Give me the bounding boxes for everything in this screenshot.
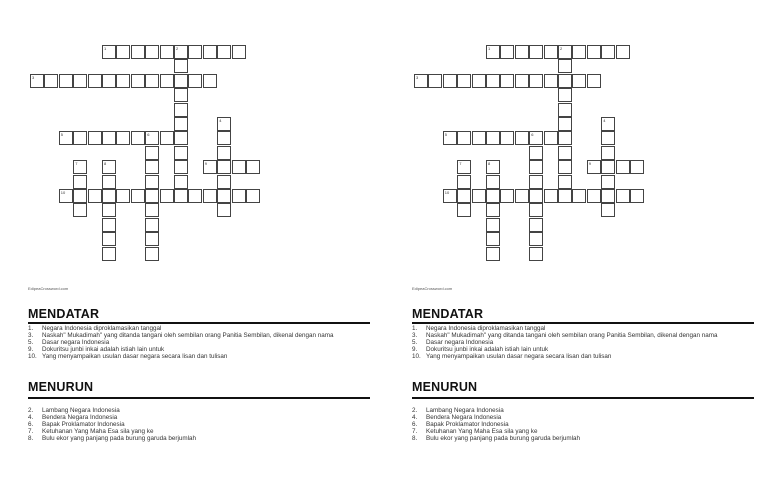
crossword-cell[interactable] xyxy=(188,189,202,203)
crossword-cell[interactable] xyxy=(601,146,615,160)
crossword-cell[interactable] xyxy=(544,189,558,203)
crossword-cell[interactable] xyxy=(88,131,102,145)
clue-text: Naskah" Mukadimah" yang ditanda tangani oleh sembilan orang Panitia Sembilan, dikenal dengan nama xyxy=(426,332,718,339)
mendatar-rule xyxy=(412,322,754,324)
crossword-cell[interactable] xyxy=(572,45,586,59)
cell-number: 5 xyxy=(444,132,448,138)
clue-number: 9. xyxy=(28,346,34,353)
crossword-cell[interactable] xyxy=(544,131,558,145)
crossword-cell[interactable] xyxy=(73,131,87,145)
crossword-cell[interactable] xyxy=(529,189,543,203)
crossword-cell[interactable] xyxy=(102,160,116,174)
crossword-cell[interactable] xyxy=(59,189,73,203)
crossword-cell[interactable] xyxy=(558,45,572,59)
crossword-cell[interactable] xyxy=(529,146,543,160)
crossword-cell[interactable] xyxy=(203,189,217,203)
clue-item xyxy=(412,428,752,435)
crossword-cell[interactable] xyxy=(73,74,87,88)
worksheet-copy-right xyxy=(384,0,768,489)
clue-item xyxy=(412,421,752,428)
clue-text: Bendera Negara Indonesia xyxy=(426,414,502,421)
crossword-cell[interactable] xyxy=(587,45,601,59)
menurun-clue-list xyxy=(412,407,752,442)
crossword-cell[interactable] xyxy=(116,131,130,145)
crossword-cell[interactable] xyxy=(486,189,500,203)
clue-number: 1. xyxy=(412,325,418,332)
clue-text: Ketuhanan Yang Maha Esa sila yang ke xyxy=(42,428,154,435)
crossword-cell[interactable] xyxy=(572,189,586,203)
crossword-cell[interactable] xyxy=(131,45,145,59)
clue-item xyxy=(28,414,368,421)
crossword-cell[interactable] xyxy=(174,117,188,131)
mendatar-rule xyxy=(28,322,370,324)
crossword-cell[interactable] xyxy=(174,45,188,59)
clue-text: Dokuritsu junbi inkai adalah istiah lain untuk xyxy=(426,346,549,353)
crossword-cell[interactable] xyxy=(443,189,457,203)
crossword-cell[interactable] xyxy=(174,131,188,145)
crossword-cell[interactable] xyxy=(145,131,159,145)
crossword-cell[interactable] xyxy=(232,45,246,59)
crossword-cell[interactable] xyxy=(88,189,102,203)
crossword-cell[interactable] xyxy=(174,160,188,174)
cell-number: 7 xyxy=(459,161,462,167)
crossword-cell[interactable] xyxy=(457,203,471,217)
crossword-cell[interactable] xyxy=(443,74,457,88)
crossword-cell[interactable] xyxy=(457,131,471,145)
cell-number: 9 xyxy=(588,161,592,167)
clue-number: 5. xyxy=(412,339,418,346)
crossword-grid xyxy=(0,0,384,300)
crossword-cell[interactable] xyxy=(486,247,500,261)
mendatar-clue-list xyxy=(412,325,752,360)
crossword-cell[interactable] xyxy=(44,74,58,88)
crossword-cell[interactable] xyxy=(145,232,159,246)
clue-text: Dasar negara Indonesia xyxy=(426,339,494,346)
crossword-cell[interactable] xyxy=(217,160,231,174)
crossword-cell[interactable] xyxy=(160,131,174,145)
crossword-cell[interactable] xyxy=(102,189,116,203)
crossword-cell[interactable] xyxy=(601,189,615,203)
crossword-cell[interactable] xyxy=(131,131,145,145)
clue-number: 3. xyxy=(28,332,34,339)
crossword-cell[interactable] xyxy=(630,160,644,174)
crossword-cell[interactable] xyxy=(88,74,102,88)
crossword-cell[interactable] xyxy=(515,45,529,59)
crossword-cell[interactable] xyxy=(601,203,615,217)
cell-number: 10 xyxy=(444,190,450,195)
clue-text: Dokuritsu junbi inkai adalah istiah lain untuk xyxy=(42,346,165,353)
menurun-heading: MENURUN xyxy=(28,380,94,394)
crossword-cell[interactable] xyxy=(472,74,486,88)
clue-text: Bendera Negara Indonesia xyxy=(42,414,118,421)
crossword-cell[interactable] xyxy=(217,203,231,217)
clue-text: Naskah" Mukadimah" yang ditanda tangani oleh sembilan orang Panitia Sembilan, dikenal dengan nama xyxy=(42,332,334,339)
clue-item xyxy=(412,353,752,360)
crossword-cell[interactable] xyxy=(486,203,500,217)
crossword-cell[interactable] xyxy=(457,189,471,203)
crossword-cell[interactable] xyxy=(188,45,202,59)
crossword-cell[interactable] xyxy=(160,74,174,88)
crossword-cell[interactable] xyxy=(486,175,500,189)
crossword-cell[interactable] xyxy=(558,74,572,88)
crossword-cell[interactable] xyxy=(217,146,231,160)
crossword-cell[interactable] xyxy=(73,203,87,217)
crossword-cell[interactable] xyxy=(73,189,87,203)
crossword-cell[interactable] xyxy=(246,160,260,174)
clue-item xyxy=(28,332,368,339)
crossword-cell[interactable] xyxy=(529,247,543,261)
cell-number: 6 xyxy=(531,132,534,138)
crossword-cell[interactable] xyxy=(174,146,188,160)
crossword-cell[interactable] xyxy=(515,189,529,203)
clue-item xyxy=(412,407,752,414)
crossword-cell[interactable] xyxy=(529,131,543,145)
cell-number: 8 xyxy=(104,161,107,167)
clue-item xyxy=(412,339,752,346)
crossword-cell[interactable] xyxy=(102,203,116,217)
crossword-cell[interactable] xyxy=(414,74,428,88)
crossword-cell[interactable] xyxy=(544,45,558,59)
crossword-cell[interactable] xyxy=(73,175,87,189)
crossword-cell[interactable] xyxy=(174,74,188,88)
crossword-cell[interactable] xyxy=(116,45,130,59)
crossword-cell[interactable] xyxy=(443,131,457,145)
cell-number: 2 xyxy=(176,46,179,51)
crossword-cell[interactable] xyxy=(145,175,159,189)
crossword-cell[interactable] xyxy=(558,189,572,203)
crossword-cell[interactable] xyxy=(630,189,644,203)
clue-item xyxy=(28,428,368,435)
crossword-cell[interactable] xyxy=(486,131,500,145)
crossword-cell[interactable] xyxy=(217,175,231,189)
clue-item xyxy=(28,421,368,428)
clue-text: Bapak Proklamator Indonesia xyxy=(426,421,509,428)
cell-number: 4 xyxy=(219,118,222,123)
crossword-cell[interactable] xyxy=(529,175,543,189)
crossword-cell[interactable] xyxy=(145,203,159,217)
clue-item xyxy=(28,435,368,442)
clue-number: 10. xyxy=(412,353,421,360)
crossword-cell[interactable] xyxy=(73,160,87,174)
clue-number: 7. xyxy=(28,428,34,435)
crossword-cell[interactable] xyxy=(217,117,231,131)
crossword-cell[interactable] xyxy=(174,103,188,117)
crossword-cell[interactable] xyxy=(529,203,543,217)
cell-number: 4 xyxy=(603,118,606,123)
menurun-rule xyxy=(28,397,370,399)
clue-text: Bapak Proklamator Indonesia xyxy=(42,421,125,428)
crossword-cell[interactable] xyxy=(529,160,543,174)
clue-number: 3. xyxy=(412,332,418,339)
clue-number: 7. xyxy=(412,428,418,435)
crossword-cell[interactable] xyxy=(529,232,543,246)
clue-item xyxy=(28,346,368,353)
crossword-cell[interactable] xyxy=(601,160,615,174)
crossword-cell[interactable] xyxy=(174,88,188,102)
clue-item xyxy=(412,332,752,339)
clue-text: Dasar negara Indonesia xyxy=(42,339,110,346)
clue-text: Lambang Negara Indonesia xyxy=(426,407,504,414)
cell-number: 8 xyxy=(488,161,491,167)
crossword-cell[interactable] xyxy=(558,103,572,117)
clue-number: 8. xyxy=(412,435,418,442)
crossword-cell[interactable] xyxy=(457,74,471,88)
crossword-cell[interactable] xyxy=(145,74,159,88)
clue-item xyxy=(28,407,368,414)
source-credit: EdipeaCrossword.com xyxy=(412,286,453,291)
clue-number: 2. xyxy=(412,407,418,414)
clue-text: Yang menyampaikan usulan dasar negara secara lisan dan tulisan xyxy=(426,353,612,360)
crossword-cell[interactable] xyxy=(457,175,471,189)
crossword-cell[interactable] xyxy=(160,45,174,59)
crossword-cell[interactable] xyxy=(486,218,500,232)
clue-number: 10. xyxy=(28,353,37,360)
crossword-cell[interactable] xyxy=(160,189,174,203)
crossword-cell[interactable] xyxy=(587,74,601,88)
crossword-cell[interactable] xyxy=(529,45,543,59)
crossword-cell[interactable] xyxy=(472,189,486,203)
crossword-cell[interactable] xyxy=(616,189,630,203)
clue-text: Negara Indonesia diproklamasikan tanggal xyxy=(426,325,546,332)
menurun-heading: MENURUN xyxy=(412,380,478,394)
clue-text: Bulu ekor yang panjang pada burung garuda berjumlah xyxy=(42,435,197,442)
crossword-cell[interactable] xyxy=(203,45,217,59)
crossword-cell[interactable] xyxy=(102,175,116,189)
cell-number: 5 xyxy=(60,132,64,138)
clue-number: 1. xyxy=(28,325,34,332)
crossword-cell[interactable] xyxy=(116,189,130,203)
crossword-cell[interactable] xyxy=(174,189,188,203)
cell-number: 1 xyxy=(488,46,491,51)
clue-item xyxy=(412,435,752,442)
crossword-cell[interactable] xyxy=(558,146,572,160)
clue-number: 6. xyxy=(28,421,34,428)
crossword-cell[interactable] xyxy=(486,45,500,59)
crossword-cell[interactable] xyxy=(486,74,500,88)
clue-text: Negara Indonesia diproklamasikan tanggal xyxy=(42,325,162,332)
cell-number: 6 xyxy=(147,132,150,138)
clue-text: Bulu ekor yang panjang pada burung garuda berjumlah xyxy=(426,435,581,442)
crossword-cell[interactable] xyxy=(500,189,514,203)
cell-number: 3 xyxy=(32,74,35,80)
crossword-cell[interactable] xyxy=(188,74,202,88)
crossword-cell[interactable] xyxy=(131,189,145,203)
crossword-cell[interactable] xyxy=(558,88,572,102)
crossword-cell[interactable] xyxy=(587,189,601,203)
menurun-rule xyxy=(412,397,754,399)
crossword-cell[interactable] xyxy=(232,189,246,203)
crossword-cell[interactable] xyxy=(486,160,500,174)
crossword-cell[interactable] xyxy=(145,189,159,203)
crossword-cell[interactable] xyxy=(529,218,543,232)
crossword-cell[interactable] xyxy=(601,175,615,189)
crossword-cell[interactable] xyxy=(587,160,601,174)
clue-number: 4. xyxy=(28,414,34,421)
crossword-cell[interactable] xyxy=(203,160,217,174)
crossword-cell[interactable] xyxy=(131,74,145,88)
mendatar-heading: MENDATAR xyxy=(28,307,100,321)
crossword-cell[interactable] xyxy=(102,131,116,145)
clue-number: 6. xyxy=(412,421,418,428)
crossword-cell[interactable] xyxy=(145,45,159,59)
crossword-cell[interactable] xyxy=(457,160,471,174)
crossword-cell[interactable] xyxy=(558,131,572,145)
crossword-cell[interactable] xyxy=(145,247,159,261)
clue-item xyxy=(28,353,368,360)
crossword-cell[interactable] xyxy=(102,74,116,88)
mendatar-heading: MENDATAR xyxy=(412,307,484,321)
crossword-cell[interactable] xyxy=(174,175,188,189)
crossword-cell[interactable] xyxy=(145,160,159,174)
crossword-cell[interactable] xyxy=(515,74,529,88)
mendatar-clue-list xyxy=(28,325,368,360)
crossword-cell[interactable] xyxy=(116,74,130,88)
crossword-cell[interactable] xyxy=(515,131,529,145)
crossword-cell[interactable] xyxy=(232,160,246,174)
crossword-cell[interactable] xyxy=(486,232,500,246)
crossword-cell[interactable] xyxy=(601,45,615,59)
crossword-cell[interactable] xyxy=(145,146,159,160)
crossword-cell[interactable] xyxy=(500,131,514,145)
crossword-cell[interactable] xyxy=(203,74,217,88)
crossword-cell[interactable] xyxy=(59,74,73,88)
clue-item xyxy=(412,414,752,421)
crossword-cell[interactable] xyxy=(529,74,543,88)
crossword-cell[interactable] xyxy=(558,175,572,189)
crossword-cell[interactable] xyxy=(601,117,615,131)
crossword-cell[interactable] xyxy=(558,117,572,131)
clue-item xyxy=(412,325,752,332)
clue-item xyxy=(28,325,368,332)
crossword-cell[interactable] xyxy=(558,59,572,73)
crossword-grid xyxy=(384,0,768,300)
clue-number: 4. xyxy=(412,414,418,421)
crossword-cell[interactable] xyxy=(102,218,116,232)
crossword-cell[interactable] xyxy=(145,218,159,232)
menurun-clue-list xyxy=(28,407,368,442)
cell-number: 1 xyxy=(104,46,107,51)
clue-text: Lambang Negara Indonesia xyxy=(42,407,120,414)
cell-number: 7 xyxy=(75,161,78,167)
crossword-cell[interactable] xyxy=(500,74,514,88)
crossword-cell[interactable] xyxy=(616,160,630,174)
crossword-cell[interactable] xyxy=(30,74,44,88)
crossword-cell[interactable] xyxy=(174,59,188,73)
crossword-cell[interactable] xyxy=(428,74,442,88)
cell-number: 9 xyxy=(204,161,208,167)
crossword-cell[interactable] xyxy=(102,232,116,246)
crossword-cell[interactable] xyxy=(102,45,116,59)
clue-number: 9. xyxy=(412,346,418,353)
clue-number: 5. xyxy=(28,339,34,346)
source-credit: EdipeaCrossword.com xyxy=(28,286,69,291)
cell-number: 3 xyxy=(416,74,419,80)
crossword-cell[interactable] xyxy=(572,74,586,88)
clue-text: Ketuhanan Yang Maha Esa sila yang ke xyxy=(426,428,538,435)
crossword-cell[interactable] xyxy=(544,74,558,88)
cell-number: 2 xyxy=(560,46,563,51)
clue-text: Yang menyampaikan usulan dasar negara secara lisan dan tulisan xyxy=(42,353,228,360)
crossword-cell[interactable] xyxy=(558,160,572,174)
crossword-cell[interactable] xyxy=(601,131,615,145)
crossword-cell[interactable] xyxy=(500,45,514,59)
crossword-cell[interactable] xyxy=(472,131,486,145)
crossword-cell[interactable] xyxy=(217,45,231,59)
clue-item xyxy=(28,339,368,346)
crossword-cell[interactable] xyxy=(217,131,231,145)
crossword-cell[interactable] xyxy=(616,45,630,59)
crossword-cell[interactable] xyxy=(246,189,260,203)
clue-item xyxy=(412,346,752,353)
cell-number: 10 xyxy=(60,190,66,195)
crossword-cell[interactable] xyxy=(102,247,116,261)
crossword-cell[interactable] xyxy=(59,131,73,145)
crossword-cell[interactable] xyxy=(217,189,231,203)
clue-number: 2. xyxy=(28,407,34,414)
clue-number: 8. xyxy=(28,435,34,442)
